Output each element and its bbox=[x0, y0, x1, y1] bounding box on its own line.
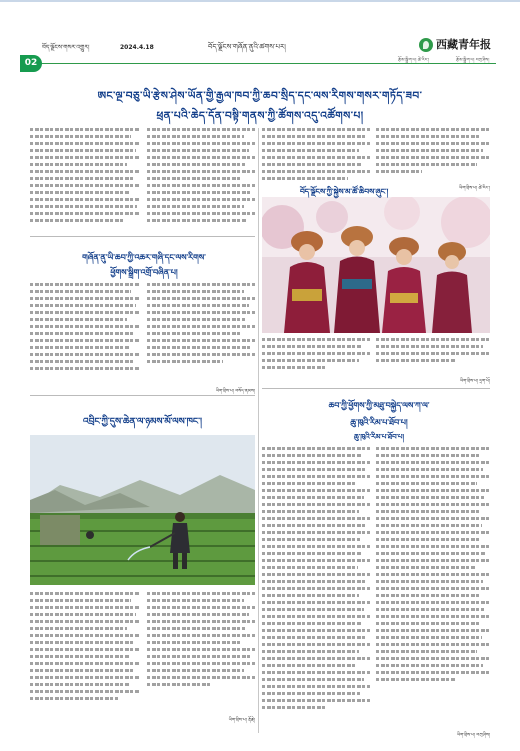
top-border bbox=[0, 0, 520, 2]
article3-column2 bbox=[147, 592, 255, 712]
article1-author: ཡིག་བྲིས་པ། ཚེ་རིང་། bbox=[458, 186, 490, 191]
article1-column3 bbox=[262, 128, 370, 190]
article1-column2 bbox=[147, 128, 255, 236]
article5-column2 bbox=[376, 447, 490, 727]
main-headline-line1: ཨང་ལྔ་བཅུ་ཡི་རྩེས་ཤེས་ཡོན་གྱི་རྒྱལ་ཁབ་ཀྱི་ཆབ་སྲིད་དང་ལས་རིགས་གསར་གཏོད་ཟབ་ bbox=[97, 90, 423, 102]
article3-author: ཡིག་བྲིས་པ། རྡོ་རྗེ། bbox=[228, 718, 255, 723]
header-section-name: བོད་ལྗོངས་གསར་འགྱུར། bbox=[42, 44, 90, 51]
divider-1 bbox=[30, 236, 255, 237]
newspaper-logo: 西藏青年报 bbox=[436, 38, 491, 51]
section5-title-line1: ཆབ་ཀྱི་ཕྱོགས་ཀྱི་མཐུ་བསྐྱེད་ལས་ཀ་ལ་ bbox=[328, 401, 430, 410]
column-divider bbox=[258, 128, 259, 733]
photo-author: ཡིག་བྲིས་པ། དྲག་པོ། bbox=[459, 379, 490, 384]
section4-title: བོད་ལྗོངས་ཀྱི་སྐྱེས་མ་ཚོ་ཆིབས་ཞུང་། bbox=[300, 187, 389, 196]
header-date: 2024.4.18 bbox=[120, 44, 154, 51]
logo-icon bbox=[419, 38, 433, 52]
page-number-badge: 02 bbox=[20, 55, 42, 72]
photo-caption-right bbox=[376, 338, 490, 374]
divider-2 bbox=[262, 388, 490, 389]
article5-column1 bbox=[262, 447, 370, 735]
photo-caption-left bbox=[262, 338, 370, 382]
section2-title-line2: ཕྱོགས་སྒྲིག་འགྲོ་བཞིན་པ། bbox=[110, 268, 178, 277]
photo-women-in-costume bbox=[262, 197, 490, 333]
header-rule bbox=[20, 63, 496, 64]
article3-column1 bbox=[30, 592, 140, 722]
section5-subtitle: ཆུ་ཁུའི་རིམ་པ་ཐོབ་པ། bbox=[353, 433, 405, 441]
header-editor-right: རྩོམ་སྒྲིག་པ། བཀྲ་ཤིས། bbox=[456, 58, 490, 63]
photo-farmer-watering-field bbox=[30, 435, 255, 585]
article5-author: ཡིག་བྲིས་པ། བཀྲ་ཤིས། bbox=[456, 733, 490, 738]
article2-column2 bbox=[147, 283, 255, 388]
header-editor-left: རྩོམ་སྒྲིག་པ། ཚེ་རིང་། bbox=[398, 58, 430, 63]
section5-title-line2: ཆུ་ཁུའི་རིམ་པ་ཐོབ་པ། bbox=[350, 418, 408, 427]
section3-title: འབྲིང་ཀྱི་དུས་ཆེན་ལ་ཉམས་མོ་ལས་ཁང་། bbox=[83, 417, 202, 427]
article2-column1 bbox=[30, 283, 140, 388]
article2-author: ཡིག་བྲིས་པ། བསོད་ནམས། bbox=[215, 389, 255, 394]
header-center-title: བོད་ལྗོངས་གཞོན་ནུའི་ཚགས་པར། bbox=[208, 43, 286, 51]
divider-3 bbox=[30, 395, 255, 396]
article1-column1 bbox=[30, 128, 140, 236]
section2-title-line1: གཞོན་ནུ་ཡི་ཆབ་ཀྱི་འཆར་གཞི་དང་ལས་རིགས་ bbox=[82, 253, 206, 262]
article1-column4 bbox=[376, 128, 490, 182]
main-headline-line2: ཕྲན་པའི་ཆེད་དོན་བསྟི་གནས་ཀྱི་ཚོགས་འདུ་འཚོགས་པ། bbox=[156, 110, 364, 122]
